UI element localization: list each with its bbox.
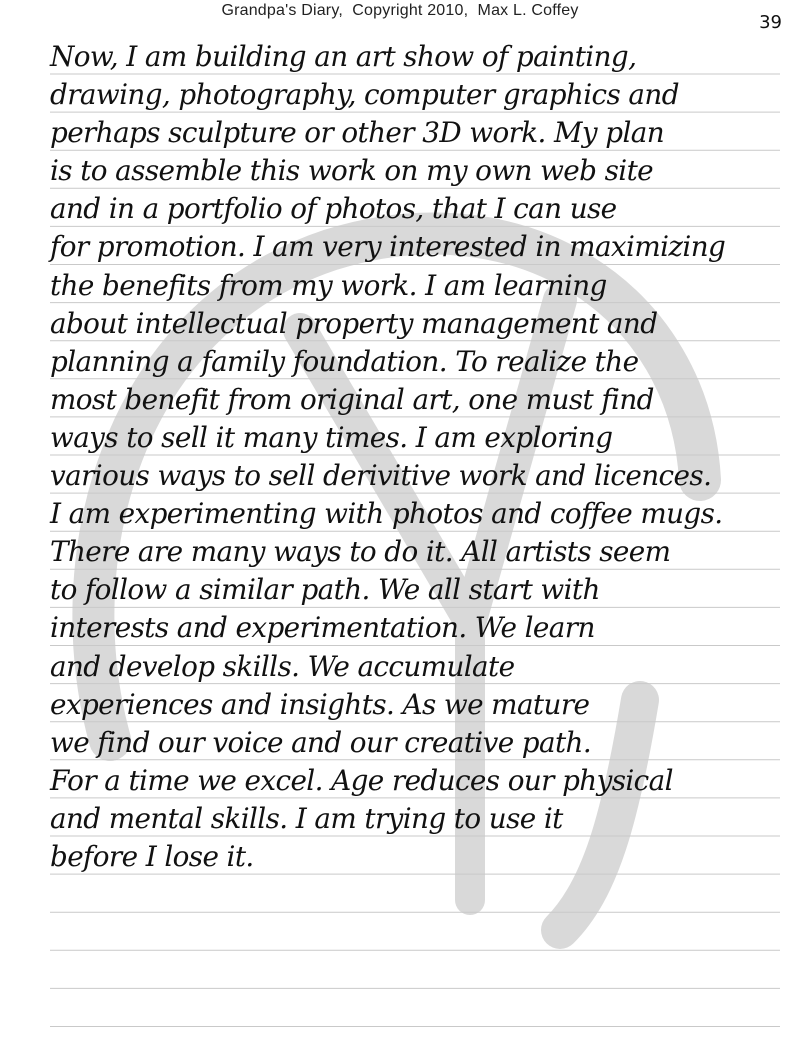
text-line: planning a family foundation. To realize the — [50, 344, 639, 378]
text-line: ways to sell it many times. I am exploring — [50, 420, 613, 454]
text-line: Now, I am building an art show of painting, — [50, 40, 637, 73]
text-line: is to assemble this work on my own web site — [50, 154, 653, 188]
text-line: we find our voice and our creative path. — [50, 725, 592, 759]
text-line: to follow a similar path. We all start with — [50, 573, 600, 607]
text-line: There are many ways to do it. All artists seem — [50, 535, 671, 569]
text-line: experiences and insights. As we mature — [50, 687, 590, 721]
text-line: about intellectual property management and — [50, 306, 658, 340]
text-line: most benefit from original art, one must find — [50, 382, 654, 416]
text-line: before I lose it. — [50, 839, 254, 873]
text-line: For a time we excel. Age reduces our physical — [50, 763, 673, 797]
text-line: and in a portfolio of photos, that I can use — [50, 192, 617, 226]
text-line: the benefits from my work. I am learning — [50, 268, 607, 302]
text-line: drawing, photography, computer graphics and — [50, 78, 679, 112]
text-line: various ways to sell derivitive work and licences. — [50, 459, 712, 493]
page-number: 39 — [759, 12, 782, 33]
text-line: for promotion. I am very interested in maximizing — [50, 230, 726, 264]
text-line: I am experimenting with photos and coffee mugs. — [50, 497, 723, 531]
text-line: and mental skills. I am trying to use it — [50, 801, 563, 835]
text-line: interests and experimentation. We learn — [50, 611, 595, 645]
page-header: Grandpa's Diary, Copyright 2010, Max L. Coffey — [221, 2, 579, 19]
handwritten-text — [50, 38, 790, 876]
text-line: and develop skills. We accumulate — [50, 649, 515, 683]
text-line: perhaps sculpture or other 3D work. My plan — [50, 116, 665, 150]
